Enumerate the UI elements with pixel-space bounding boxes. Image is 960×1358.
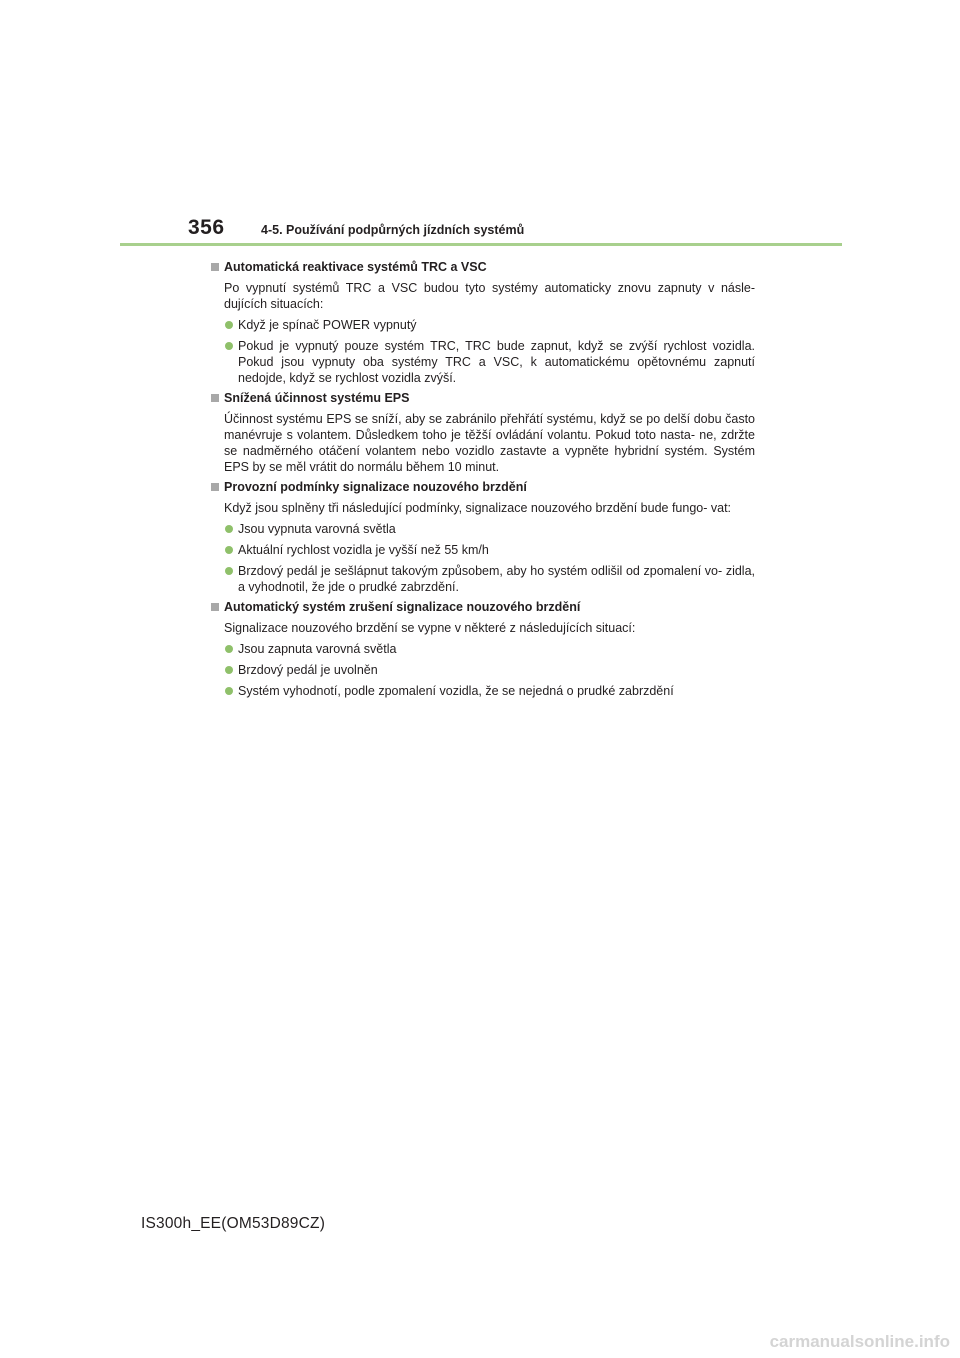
section-emergency-brake-conditions: [210, 479, 755, 595]
green-dot-icon: [225, 525, 233, 533]
section-emergency-brake-cancel: [210, 599, 755, 699]
green-dot-icon: [225, 645, 233, 653]
green-dot-icon: [225, 687, 233, 695]
section-title: Automatický systém zrušení signalizace nouzového brzdění: [210, 599, 755, 616]
section-paragraph: Když jsou splněny tři následující podmínky, signalizace nouzového brzdění bude fungo- vat:: [224, 501, 732, 515]
list-item: Pokud je vypnutý pouze systém TRC, TRC bude zapnut, když se zvýší rychlost vozidla. Pokud jsou vypnuty oba systémy TRC a VSC, k automatickému opětovnému zapnutí nedojde, když se rychlost vozidla zvýší.: [210, 338, 755, 386]
page-number: 356: [188, 216, 225, 239]
page-header: [120, 214, 842, 248]
list-item: Jsou zapnuta varovná světla: [210, 641, 755, 657]
chapter-title: 4-5. Používání podpůrných jízdních systémů: [261, 223, 525, 237]
list-item: Systém vyhodnotí, podle zpomalení vozidla, že se nejedná o prudké zabrzdění: [210, 683, 755, 699]
list-item: Jsou vypnuta varovná světla: [210, 521, 755, 537]
section-paragraph: Po vypnutí systémů TRC a VSC budou tyto systémy automaticky znovu zapnuty v násle- dujících situacích:: [224, 281, 755, 311]
green-dot-icon: [225, 321, 233, 329]
watermark-text: carmanualsonline.info: [769, 1332, 950, 1351]
list-item: Když je spínač POWER vypnutý: [210, 317, 755, 333]
footer-model-code: IS300h_EE(OM53D89CZ): [141, 1215, 326, 1232]
list-item: Brzdový pedál je uvolněn: [210, 662, 755, 678]
section-trc-vsc-reactivation: [210, 259, 755, 386]
square-bullet-icon: [211, 394, 219, 402]
green-dot-icon: [225, 567, 233, 575]
list-item: Brzdový pedál je sešlápnut takovým způsobem, aby ho systém odlišil od zpomalení vo- zidla, a vyhodnotil, že jde o prudké zabrzdění.: [210, 563, 755, 595]
green-dot-icon: [225, 342, 233, 350]
section-eps-reduced: [210, 390, 755, 475]
header-rule: [120, 243, 842, 246]
green-dot-icon: [225, 666, 233, 674]
section-title: Automatická reaktivace systémů TRC a VSC: [210, 259, 755, 276]
square-bullet-icon: [211, 263, 219, 271]
section-paragraph: Účinnost systému EPS se sníží, aby se zabránilo přehřátí systému, když se po delší dobu často manévruje s volantem. Důsledkem toho je těžší ovládání volantu. Pokud toto nasta- ne, zdržte se nadměrného otáčení volantem nebo vozidlo zastavte a vypněte hybridní systém. Systém EPS by se měl vrátit do normálu během 10 minut.: [224, 412, 755, 474]
section-title: Snížená účinnost systému EPS: [210, 390, 755, 407]
section-paragraph: Signalizace nouzového brzdění se vypne v některé z následujících situací:: [224, 621, 636, 635]
list-item: Aktuální rychlost vozidla je vyšší než 55 km/h: [210, 542, 755, 558]
section-title: Provozní podmínky signalizace nouzového brzdění: [210, 479, 755, 496]
square-bullet-icon: [211, 483, 219, 491]
page-content: [210, 255, 755, 699]
square-bullet-icon: [211, 603, 219, 611]
green-dot-icon: [225, 546, 233, 554]
